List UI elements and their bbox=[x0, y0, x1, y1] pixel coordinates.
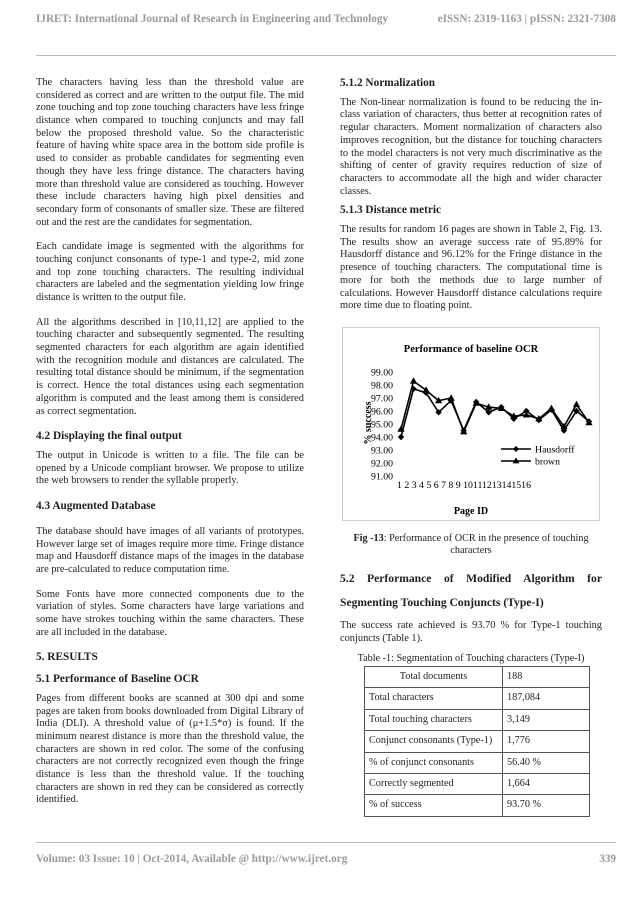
section-heading-5-1-2: 5.1.2 Normalization bbox=[340, 77, 436, 89]
data-point-brown bbox=[448, 394, 455, 400]
figure-caption bbox=[340, 533, 602, 558]
right-column bbox=[340, 77, 602, 817]
footer-divider bbox=[36, 842, 616, 843]
table-cell-label: % of conjunct consonants bbox=[365, 752, 503, 773]
table-cell-label: Conjunct consonants (Type-1) bbox=[365, 731, 503, 752]
page-footer bbox=[36, 853, 616, 865]
paragraph: Pages from different books are scanned at 300 dpi and some pages are taken from books downloaded from Digital Library of India (DLI). A threshold value of (μ+1.5*σ) is found. If the minimum nearest distance is more than the threshold value, the characters are shown in red color. The some of the confusing characters are not correctly recognized even though the fringe distance is less than the threshold value. If the touching characters are shown in red they can be considered as correctly identified. bbox=[36, 692, 304, 806]
table-row bbox=[365, 752, 590, 773]
y-axis-label: % success bbox=[363, 401, 374, 445]
legend-label: brown bbox=[535, 456, 561, 468]
issn: eISSN: 2319-1163 | pISSN: 2321-7308 bbox=[437, 13, 616, 25]
legend-marker-diamond bbox=[513, 446, 519, 452]
y-tick-label: 93.00 bbox=[370, 445, 393, 457]
section-heading-4-3: 4.3 Augmented Database bbox=[36, 500, 156, 513]
header-divider bbox=[36, 55, 616, 56]
section-heading-5-2-line2: Segmenting Touching Conjuncts (Type-I) bbox=[340, 595, 544, 609]
table-cell-label: Total touching characters bbox=[365, 709, 503, 730]
y-tick-label: 91.00 bbox=[370, 471, 393, 483]
data-point-hausdorff bbox=[398, 434, 404, 440]
table-cell-value: 187,084 bbox=[503, 688, 590, 709]
paragraph: The Non-linear normalization is found to be reducing the in-class variation of characters, thus better at recognition rates of regular characters. Moment normalization of characters also improves recognition, but the distance for touching characters to the model characters is not very much discriminative as the shifting of center of gravity requires reduction of size of characters to accommodate all the high and wider character classes. bbox=[340, 96, 602, 197]
data-point-brown bbox=[422, 386, 429, 392]
paragraph: Each candidate image is segmented with the algorithms for touching conjunct consonants of type-1 and type-2, mid zone and top zone touching characters. The resulting individual characters are labeled and the segmentation yielding low fringe distance is written to the output file. bbox=[36, 241, 304, 303]
table-cell-label: % of success bbox=[365, 795, 503, 816]
section-heading-5-2-line1: 5.2 Performance of Modified Algorithm for bbox=[340, 571, 602, 585]
y-tick-label: 96.00 bbox=[370, 406, 393, 418]
table-cell-label: Total characters bbox=[365, 688, 503, 709]
table-cell-value: 1,776 bbox=[503, 731, 590, 752]
table-row bbox=[365, 731, 590, 752]
page-header bbox=[36, 13, 616, 25]
table-cell-value: 1,664 bbox=[503, 774, 590, 795]
results-table bbox=[364, 666, 590, 817]
data-point-brown bbox=[573, 401, 580, 407]
section-heading-5-1-3: 5.1.3 Distance metric bbox=[340, 204, 442, 217]
table-cell-label: Total documents bbox=[365, 666, 503, 687]
section-heading-5-1: 5.1 Performance of Baseline OCR bbox=[36, 673, 199, 686]
journal-title: IJRET: International Journal of Research in Engineering and Technology bbox=[36, 13, 389, 25]
data-point-brown bbox=[410, 377, 417, 383]
section-heading-5: 5. RESULTS bbox=[36, 651, 98, 664]
caption-label: Fig -13 bbox=[353, 532, 384, 544]
table-cell-value: 188 bbox=[503, 666, 590, 687]
chart-figure bbox=[342, 327, 600, 521]
left-column bbox=[36, 77, 304, 819]
y-tick-label: 94.00 bbox=[370, 432, 393, 444]
chart-title: Performance of baseline OCR bbox=[403, 343, 539, 355]
table-row bbox=[365, 709, 590, 730]
table-row bbox=[365, 666, 590, 687]
volume-info: Volume: 03 Issue: 10 | Oct-2014, Available @ http://www.ijret.org bbox=[36, 853, 348, 865]
paragraph: All the algorithms described in [10,11,12] are applied to the touching character and subsequently segmented. The resulting segmented characters for each algorithm are again identified with the recognition module and distances are calculated. The resulting total distance should be minimum, if the segmentation is correct. Hence the total distances using each segmentation algorithm is computed and the least among them is considered as correct segmentation. bbox=[36, 316, 304, 417]
table-row bbox=[365, 774, 590, 795]
line-chart bbox=[343, 328, 599, 520]
table-cell-label: Correctly segmented bbox=[365, 774, 503, 795]
data-point-brown bbox=[460, 428, 467, 434]
paragraph: The success rate achieved is 93.70 % for Type-1 touching conjuncts (Table 1). bbox=[340, 620, 602, 644]
table-cell-value: 56.40 % bbox=[503, 752, 590, 773]
paragraph: The characters having less than the threshold value are considered as correct and are written to the output file. The mid zone touching and top zone touching characters have less fringe distance when compared to touching conjuncts and may fall below the proposed threshold value. So the characteristic feature of having white space area in the bottom side profile is used to consider as probable candidates for segmenting even though they have less fringe distance. The characters having more than threshold value are considered as touching. However these include characters having high pixel densities and secondary form of consonants of smaller size. These are filtered out and the rest are the candidates for segmentation. bbox=[36, 77, 304, 228]
legend-label: Hausdorff bbox=[535, 444, 575, 456]
table-cell-value: 3,149 bbox=[503, 709, 590, 730]
paragraph: Some Fonts have more connected components due to the variation of styles. Some characters have large variations and some have strokes touching within the same characters. These are all included in the database. bbox=[36, 588, 304, 638]
section-heading-5-2 bbox=[340, 572, 602, 586]
paragraph: The output in Unicode is written to a file. The file can be opened by a Unicode compliant browser. We propose to utilize the web browsers to render the syllable properly. bbox=[36, 449, 304, 487]
y-tick-label: 98.00 bbox=[370, 380, 393, 392]
page-number: 339 bbox=[599, 853, 616, 865]
y-tick-label: 99.00 bbox=[370, 367, 393, 379]
series-line-hausdorff bbox=[401, 389, 589, 437]
table-cell-value: 93.70 % bbox=[503, 795, 590, 816]
caption-text: : Performance of OCR in the presence of touching characters bbox=[383, 532, 589, 557]
y-tick-label: 92.00 bbox=[370, 458, 393, 470]
table-row bbox=[365, 795, 590, 816]
x-tick-labels: 1 2 3 4 5 6 7 8 9 10111213141516 bbox=[397, 479, 531, 491]
y-tick-label: 97.00 bbox=[370, 393, 393, 405]
section-heading-4-2: 4.2 Displaying the final output bbox=[36, 430, 182, 443]
table-title: Table -1: Segmentation of Touching characters (Type-I) bbox=[357, 653, 585, 665]
data-point-brown bbox=[473, 399, 480, 405]
table-row bbox=[365, 688, 590, 709]
paragraph: The results for random 16 pages are shown in Table 2, Fig. 13. The results show an average success rate of 95.89% for Hausdorff distance and 96.12% for the Fringe distance in the presence of touching characters. The computational time is more for both the methods due to large number of calculations. However Hausdorff distance calculations require more time due to floating point. bbox=[340, 224, 602, 312]
paragraph: The database should have images of all variants of prototypes. However large set of images require more time. Fringe distance map and Hausdorff distance maps of the images in the database are pre-calculated to reduce computation time. bbox=[36, 525, 304, 575]
y-tick-label: 95.00 bbox=[370, 419, 393, 431]
data-point-brown bbox=[548, 404, 555, 410]
x-axis-label: Page ID bbox=[453, 505, 489, 517]
